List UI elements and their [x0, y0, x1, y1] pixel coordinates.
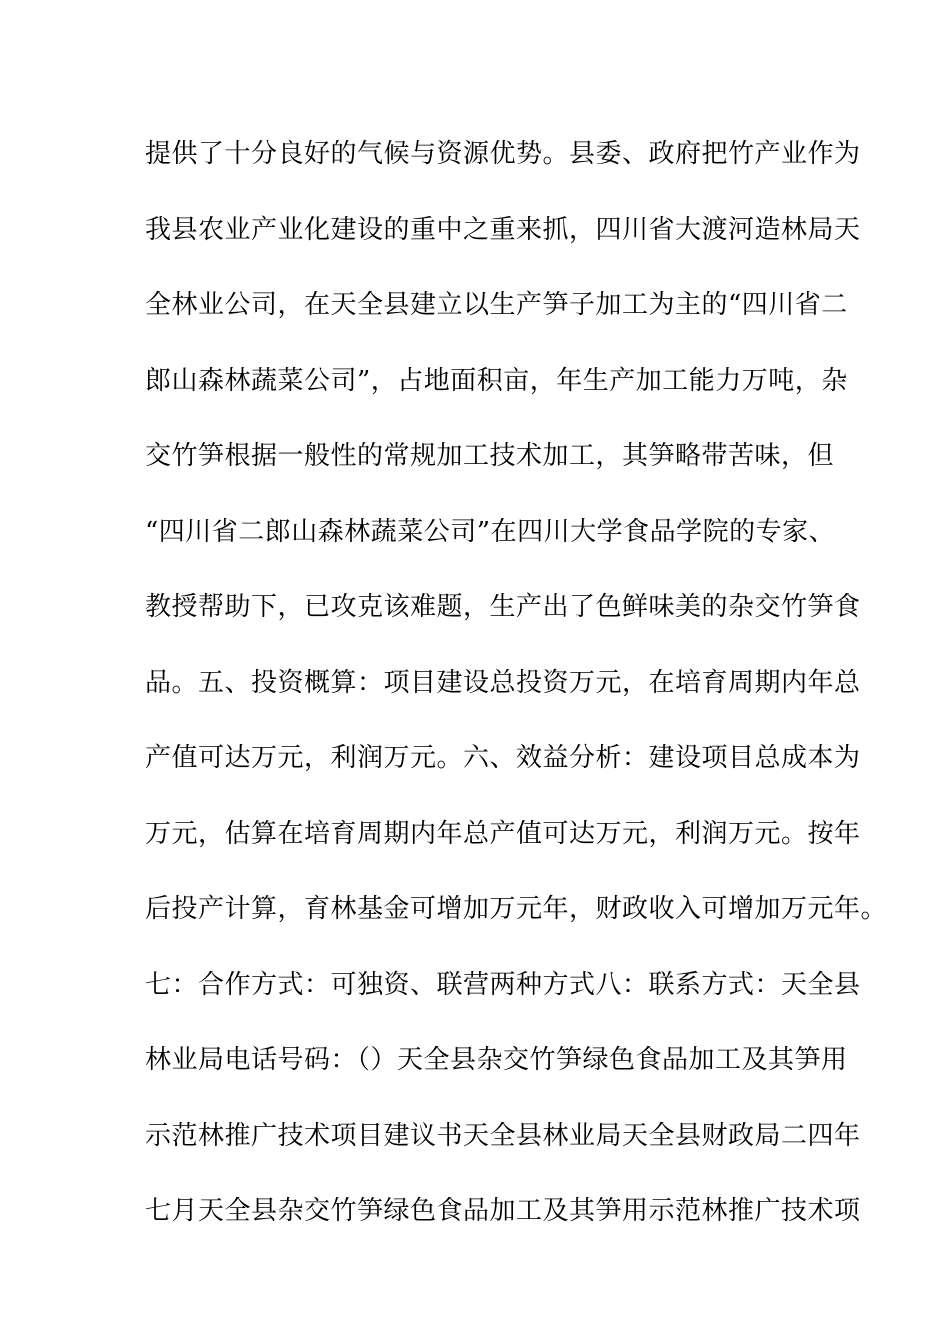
text-line: 郎山森林蔬菜公司”，占地面积亩，年生产加工能力万吨，杂 — [145, 365, 848, 396]
text-line: 我县农业产业化建设的重中之重来抓，四川省大渡河造林局天 — [145, 214, 861, 245]
text-line: 全林业公司，在天全县建立以生产笋子加工为主的“四川省二 — [145, 290, 848, 320]
text-line: 产值可达万元，利润万元。六、效益分析：建设项目总成本为 — [145, 743, 861, 773]
text-line: 提供了十分良好的气候与资源优势。县委、政府把竹产业作为 — [145, 139, 861, 169]
text-line: “四川省二郎山森林蔬菜公司”在四川大学食品学院的专家、 — [145, 516, 836, 547]
text-line: 林业局电话号码：（）天全县杂交竹笋绿色食品加工及其笋用 — [145, 1045, 848, 1075]
text-line: 品。五、投资概算：项目建设总投资万元，在培育周期内年总 — [145, 667, 861, 698]
text-line: 万元，估算在培育周期内年总产值可达万元，利润万元。按年 — [145, 818, 861, 849]
text-line: 示范林推广技术项目建议书天全县林业局天全县财政局二四年 — [145, 1120, 861, 1151]
text-line: 交竹笋根据一般性的常规加工技术加工，其笋略带苦味，但 — [145, 441, 835, 471]
text-line: 教授帮助下，已攻克该难题，生产出了色鲜味美的杂交竹笋食 — [145, 592, 861, 622]
text-line: 后投产计算，育林基金可增加万元年，财政收入可增加万元年。 — [145, 894, 888, 924]
text-line: 七：合作方式：可独资、联营两种方式八：联系方式：天全县 — [145, 969, 861, 1000]
body-text — [145, 128, 888, 1261]
text-line: 七月天全县杂交竹笋绿色食品加工及其笋用示范林推广技术项 — [145, 1196, 861, 1226]
